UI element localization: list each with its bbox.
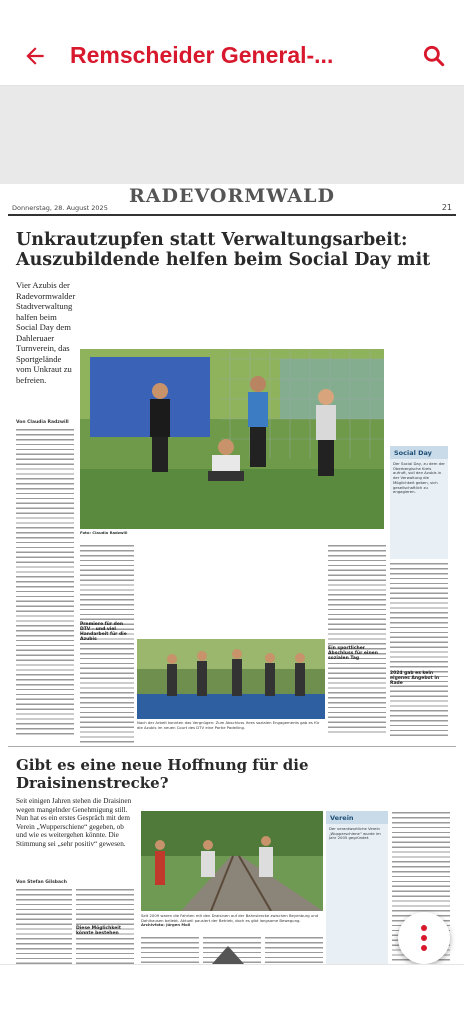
article2-caption <box>141 914 323 934</box>
article1-column-4 <box>328 544 386 734</box>
page-up-arrow-icon[interactable] <box>212 946 244 964</box>
article2-box-title: Verein <box>326 811 388 825</box>
article1-headline[interactable]: Unkrautzupfen statt Verwaltungsarbeit: Auszubildende helfen beim Social Day mit <box>16 230 431 270</box>
page-number: 21 <box>441 203 452 212</box>
article1-column-2 <box>80 544 134 744</box>
epaper-viewer[interactable] <box>0 86 464 996</box>
article2-headline[interactable]: Gibt es eine neue Hoffnung für die Draisinenstrecke? <box>16 756 309 792</box>
article1-infobox <box>390 459 448 559</box>
infobox-text: Der Social Day, zu dem der Oberbergische Kreis aufruft, soll den Azubis in der Verwaltung die Möglichkeit geben, sich gesellschaftlich zu engagieren. <box>393 461 445 495</box>
padel-photo <box>137 639 325 719</box>
caption-text: Seit 2009 waren die Fahrten mit den Draisinen auf der Bahnstrecke zwischen Beyenburg und Dahlhausen beliebt. Aktuell pausiert der Betrieb, doch es gibt langsame Bewegung. <box>141 914 319 923</box>
back-button[interactable] <box>0 43 70 69</box>
article1-kicker-2: Ein sportlicher Abschluss für einen sozialen Tag <box>328 646 378 661</box>
caption-credit: Archivfoto: Jürgen Moll <box>141 922 191 928</box>
app-bar <box>0 26 464 86</box>
app-title: Remscheider General-... <box>70 42 334 68</box>
draisine-photo <box>141 811 323 911</box>
search-button[interactable] <box>404 43 464 69</box>
article1-lede: Vier Azubis der Radevormwalder Stadtverwaltung halfen beim Social Day dem Dahleruaer Turnverein, das Sportgelände vom Unkraut zu befreien. <box>16 280 76 385</box>
article2-photo[interactable] <box>141 811 323 911</box>
page-date: Donnerstag, 28. August 2025 <box>12 204 108 212</box>
article-divider <box>8 746 456 747</box>
article1-byline: Von Claudia Radzwill <box>16 420 69 425</box>
article2-lede: Seit einigen Jahren stehen die Draisinen wegen mangelnder Genehmigung still. Nun hat es ein erstes Gespräch mit dem Verein „Wupperschiene“ gegeben, ob und wie es weitergehen könnte. Die Stimmung sei „sehr positiv“ gewesen. <box>16 797 132 848</box>
article2-byline: Von Stefan Gilsbach <box>16 880 67 885</box>
article1-caption <box>80 531 384 541</box>
newspaper-page[interactable] <box>0 184 464 992</box>
page-header <box>8 184 456 216</box>
article1-column-1 <box>16 428 74 738</box>
system-navigation-bar <box>0 964 464 1024</box>
caption-credit: Foto: Claudia Radzwill <box>80 531 128 535</box>
article1-column-5 <box>390 562 448 738</box>
infobox-text: Der verantwortliche Verein „Wupperschiene“ wurde im Jahr 2005 gegründet. <box>329 826 381 841</box>
article1-kicker-1: Premiere für den DTV – und viel Handarbeit für die Azubis <box>80 622 127 642</box>
status-bar <box>0 0 464 26</box>
article2-kicker-1: Diese Möglichkeit könnte bestehen <box>76 926 121 936</box>
article1-photo-main[interactable] <box>80 349 384 529</box>
azubis-photo <box>80 349 384 529</box>
section-title: RADEVORMWALD <box>129 185 335 207</box>
article1-photo-padel[interactable] <box>137 639 325 719</box>
more-vertical-icon[interactable] <box>398 912 450 964</box>
article1-caption-2: Nach der Arbeit konnten das Vergnügen: Zum Abschluss ihres sozialen Engagements gab es für die Azubis im neuen Court des DTV eine Partie Padelling. <box>137 721 320 730</box>
article1-box-title: Social Day <box>390 446 448 460</box>
search-icon <box>421 43 447 69</box>
article1-kicker-3: 2024 gab es kein eigenes Angebot in Rade <box>390 671 440 686</box>
arrow-left-icon <box>22 43 48 69</box>
